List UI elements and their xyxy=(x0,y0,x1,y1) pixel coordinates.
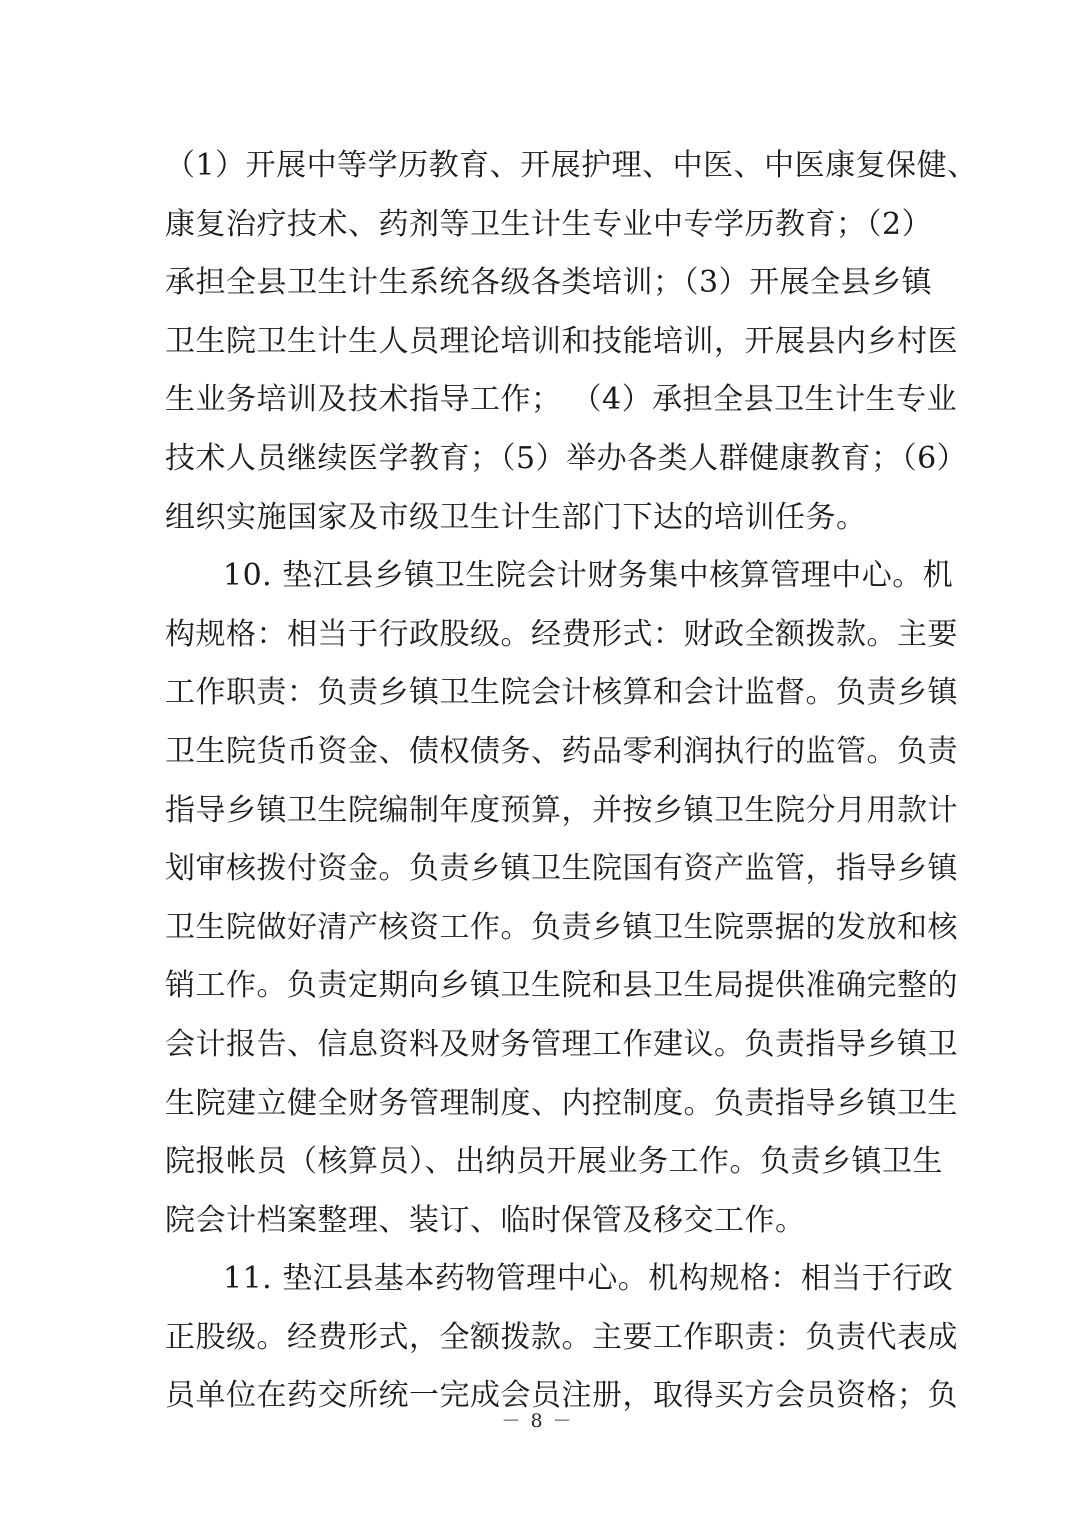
text-line: 构规格：相当于行政股级。经费形式：财政全额拨款。主要 xyxy=(165,616,958,652)
text-line: 卫生院卫生计生人员理论培训和技能培训，开展县内乡村医 xyxy=(165,323,958,359)
text-line: 生院建立健全财务管理制度、内控制度。负责指导乡镇卫生 xyxy=(165,1085,958,1121)
text-line: 卫生院货币资金、债权债务、药品零利润执行的监管。负责 xyxy=(165,733,958,769)
text-line: 组织实施国家及市级卫生计生部门下达的培训任务。 xyxy=(165,499,867,535)
text-line: 院报帐员（核算员）、出纳员开展业务工作。负责乡镇卫生 xyxy=(165,1144,943,1180)
text-line: 指导乡镇卫生院编制年度预算，并按乡镇卫生院分月用款计 xyxy=(165,792,958,828)
text-line: 工作职责：负责乡镇卫生院会计核算和会计监督。负责乡镇 xyxy=(165,675,958,711)
text-line: （1）开展中等学历教育、开展护理、中医、中医康复保健、 xyxy=(165,148,978,183)
text-line: 划审核拨付资金。负责乡镇卫生院国有资产监管，指导乡镇 xyxy=(165,851,958,887)
text-line: 卫生院做好清产核资工作。负责乡镇卫生院票据的发放和核 xyxy=(165,909,958,945)
text-line: 销工作。负责定期向乡镇卫生院和县卫生局提供准确完整的 xyxy=(165,968,958,1004)
body-text xyxy=(165,137,978,1426)
text-line: 技术人员继续医学教育；（5）举办各类人群健康教育；（6） xyxy=(165,440,968,476)
text-line: 10. 垫江县乡镇卫生院会计财务集中核算管理中心。机 xyxy=(223,558,954,594)
text-line: 院会计档案整理、装订、临时保管及移交工作。 xyxy=(165,1202,806,1238)
text-line: 11. 垫江县基本药物管理中心。机构规格：相当于行政 xyxy=(223,1261,954,1297)
text-line: 生业务培训及技术指导工作； （4）承担全县卫生计生专业 xyxy=(165,382,958,418)
page-number: － 8 － xyxy=(501,1410,574,1432)
text-line: 员单位在药交所统一完成会员注册，取得买方会员资格；负 xyxy=(165,1378,958,1414)
text-line: 康复治疗技术、药剂等卫生计生专业中专学历教育；（2） xyxy=(165,206,933,242)
text-line: 会计报告、信息资料及财务管理工作建议。负责指导乡镇卫 xyxy=(165,1026,958,1062)
text-line: 承担全县卫生计生系统各级各类培训；（3）开展全县乡镇 xyxy=(165,265,933,301)
text-line: 正股级。经费形式，全额拨款。主要工作职责：负责代表成 xyxy=(165,1319,958,1355)
